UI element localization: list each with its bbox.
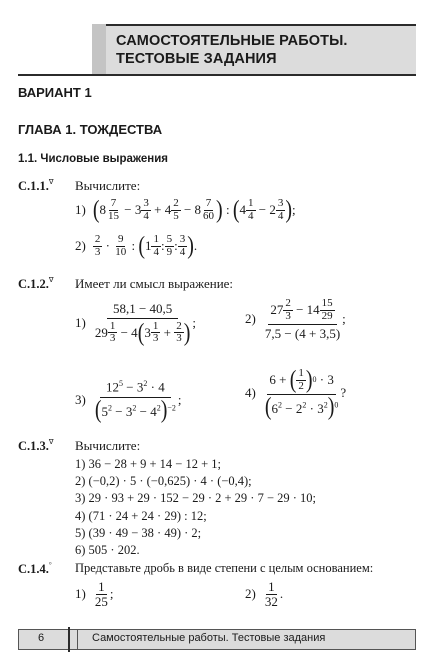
header-rule [18,74,416,76]
list-item: 4) (71 · 24 + 24 · 29) : 12; [75,508,207,523]
list-item: 3) 29 · 93 + 29 · 152 − 29 · 2 + 29 · 7 − 29 · 10; [75,491,317,506]
page-header [106,24,416,75]
problem-id: С.1.1.∇ [18,178,54,193]
list-item: 6) 505 · 202. [75,543,140,558]
header-line-1: САМОСТОЯТЕЛЬНЫЕ РАБОТЫ. [116,33,348,49]
formula-c12-1: 1) 58,1 − 40,5 29 1 3 − 4 ( 3 1 3 + 2 3 ) ; [75,301,196,347]
problem-task: Вычислите: [75,438,141,453]
variant-title: ВАРИАНТ 1 [18,85,92,100]
footer-title: Самостоятельные работы. Тестовые задания [92,632,326,644]
formula-c12-4: 4) 6 + ( 1 2 ) 0 · 3 $(6^2 - 2^2 \cdot 3^2)^0$ ? [245,366,347,421]
problem-task: Вычислите: [75,178,141,193]
header-line-2: ТЕСТОВЫЕ ЗАДАНИЯ [116,51,277,67]
header-accent-bar [92,24,106,75]
problem-task: Имеет ли смысл выражение: [75,276,234,291]
c13-list [75,456,316,559]
section-title: 1.1. Числовые выражения [18,153,169,165]
formula-c11-2: 2) 2 3 · 9 10 : ( 1 1 4 : 5 9 : 3 4 ) . [75,232,198,260]
formula-c14-1: 1) 1 25 ; [75,579,114,609]
formula-c11-1: 1) ( 8 7 15 − 3 3 4 + 4 2 5 − 8 7 60 ) : ( 4 1 4 − 2 3 4 ) ; [75,196,296,224]
problem-task: Представьте дробь в виде степени с целым основанием: [75,561,374,575]
problem-id: С.1.2.∇ [18,276,54,291]
list-item: 2) (−0,2) · 5 · (−0,625) · 4 · (−0,4); [75,474,252,489]
problem-id: С.1.4.° [18,561,52,576]
formula-c12-3: 3) $12^5 - 3^2 \cdot 4$ $(5^2 - 3^2 - 4^2)^{-2}$ ; [75,379,182,424]
footer-divider [68,627,70,652]
formula-c12-2: 2) 27 2 3 − 14 15 29 7,5 − (4 + 3,5) ; [245,297,346,342]
problem-id: С.1.3.∇ [18,438,54,453]
page-number: 6 [38,632,45,644]
formula-c14-2: 2) 1 32 . [245,579,284,609]
list-item: 1) 36 − 28 + 9 + 14 − 12 + 1; [75,457,222,471]
chapter-title: ГЛАВА 1. ТОЖДЕСТВА [18,122,163,137]
list-item: 5) (39 · 49 − 38 · 49) · 2; [75,525,202,540]
